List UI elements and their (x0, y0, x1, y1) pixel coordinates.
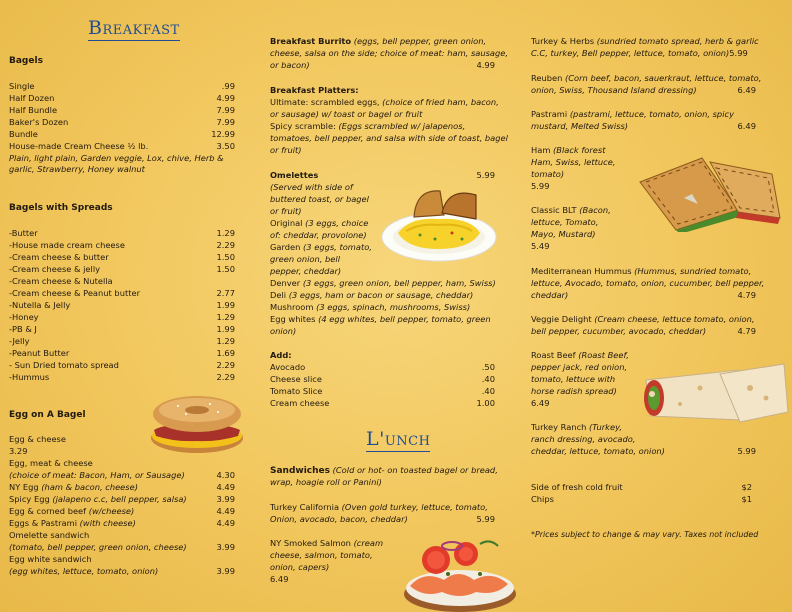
turkey-ranch-line1: Turkey Ranch (Turkey, (531, 422, 622, 432)
omelette-egg-whites-line1: Egg whites (4 egg whites, bell pepper, tomato, green (270, 314, 491, 324)
spread-item-price: 1.99 (216, 324, 235, 334)
side-item-name: Chips (531, 494, 554, 504)
egg-cheese-label: Egg & cheese (9, 434, 66, 444)
egg-corned-beef-label: Egg & corned beef (w/cheese) (9, 506, 135, 516)
roast-beef-line2: pepper jack, red onion, (531, 362, 628, 372)
spread-item-name: -Hummus (9, 372, 50, 382)
bagel-item-name: Baker's Dozen (9, 117, 69, 127)
blt-line1: Classic BLT (Bacon, (531, 205, 611, 215)
burrito-line3: or bacon) (270, 60, 310, 70)
spread-item-price: 2.29 (216, 360, 235, 370)
turkey-ranch-line2: ranch dressing, avocado, (531, 434, 636, 444)
omelette-garden-line2: green onion, bell (270, 254, 341, 264)
panini-sandwich-image (632, 152, 784, 232)
ny-salmon-line3: onion, capers) (270, 562, 330, 572)
add-item-name: Avocado (270, 362, 306, 372)
price-disclaimer: *Prices subject to change & may vary. Taxes not included (531, 530, 759, 539)
platters-heading: Breakfast Platters: (270, 85, 359, 95)
hummus-line3: cheddar) (531, 290, 569, 300)
spread-item-price: 2.29 (216, 372, 235, 382)
bagel-item-price: 3.50 (216, 141, 235, 151)
pastrami-line1: Pastrami (pastrami, lettuce, tomato, onion, spicy (531, 109, 734, 119)
veggie-line2: bell pepper, cucumber, avocado, cheddar) (531, 326, 707, 336)
bagel-flavors-line1: Plain, light plain, Garden veggie, Lox, chive, Herb & (9, 153, 224, 163)
wrap-sandwich-image (640, 358, 790, 438)
spread-item-name: -Cream cheese & Nutella (9, 276, 113, 286)
platters-spicy-line1: Spicy scramble: (Eggs scrambled w/ jalapenos, (270, 121, 466, 131)
eggs-pastrami-price: 4.49 (216, 518, 235, 528)
spread-item-name: -Cream cheese & Peanut butter (9, 288, 140, 298)
omelette-garden-line1: Garden (3 eggs, tomato, (270, 242, 372, 252)
add-item-price: .50 (481, 362, 495, 372)
omelette-deli: Deli (3 eggs, ham or bacon or sausage, cheddar) (270, 290, 474, 300)
omelette-sandwich-price: 3.99 (216, 542, 235, 552)
burrito-price: 4.99 (476, 60, 495, 70)
egg-cheese-price: 3.29 (9, 446, 28, 456)
side-item-name: Side of fresh cold fruit (531, 482, 623, 492)
ham-line2: Ham, Swiss, lettuce, (531, 157, 616, 167)
egg-white-sandwich-price: 3.99 (216, 566, 235, 576)
spread-item-price: 1.99 (216, 300, 235, 310)
omelette-sandwich-label: Omelette sandwich (9, 530, 90, 540)
blt-line3: Mayo, Mustard) (531, 229, 596, 239)
spread-item-name: -House made cream cheese (9, 240, 125, 250)
egg-bagel-heading: Egg on A Bagel (9, 410, 86, 420)
omelette-sandwich-desc: (tomato, bell pepper, green onion, cheese) (9, 542, 187, 552)
blt-line2: lettuce, Tomato, (531, 217, 599, 227)
ny-salmon-line2: cheese, salmon, tomato, (270, 550, 373, 560)
ham-line3: tomato) (531, 169, 565, 179)
omelettes-desc2: buttered toast, or bagel (270, 194, 369, 204)
veggie-line1: Veggie Delight (Cream cheese, lettuce tomato, onion, (531, 314, 755, 324)
spread-item-price: 1.29 (216, 228, 235, 238)
reuben-price: 6.49 (737, 85, 756, 95)
bagel-item-name: House-made Cream Cheese ½ lb. (9, 141, 149, 151)
side-item-price: $2 (741, 482, 752, 492)
turkey-herbs-line1: Turkey & Herbs (sundried tomato spread, herb & garlic (531, 36, 759, 46)
sandwiches-line1: Sandwiches (Cold or hot- on toasted bagel or bread, (270, 465, 498, 476)
bagel-item-name: Bundle (9, 129, 38, 139)
omelette-garden-line3: pepper, cheddar) (270, 266, 342, 276)
spread-item-name: -Butter (9, 228, 38, 238)
bagel-item-price: 4.99 (216, 93, 235, 103)
salmon-bagel-image (400, 530, 518, 612)
turkey-california-line1: Turkey California (Oven gold turkey, lettuce, tomato, (270, 502, 488, 512)
ham-price: 5.99 (531, 181, 550, 191)
bagels-heading: Bagels (9, 56, 43, 66)
omelettes-price: 5.99 (476, 170, 495, 180)
egg-bagel-sandwich-image (148, 392, 246, 456)
platters-ultimate-line1: Ultimate: scrambled eggs, (choice of fried ham, bacon, (270, 97, 499, 107)
ny-salmon-price: 6.49 (270, 574, 289, 584)
omelettes-desc3: or fruit) (270, 206, 302, 216)
bagel-item-name: Half Dozen (9, 93, 55, 103)
egg-meat-choice: (choice of meat: Bacon, Ham, or Sausage) (9, 470, 185, 480)
spread-item-name: -Cream cheese & butter (9, 252, 109, 262)
bagel-item-name: Single (9, 81, 35, 91)
egg-white-sandwich-desc: (egg whites, lettuce, tomato, onion) (9, 566, 159, 576)
roast-beef-line4: horse radish spread) (531, 386, 617, 396)
spread-item-price: 2.77 (216, 288, 235, 298)
spread-item-name: -Honey (9, 312, 39, 322)
omelette-egg-whites-line2: onion) (270, 326, 297, 336)
ham-line1: Ham (Black forest (531, 145, 606, 155)
spread-item-name: -Cream cheese & jelly (9, 264, 101, 274)
add-item-name: Cheese slice (270, 374, 322, 384)
spreads-heading: Bagels with Spreads (9, 203, 113, 213)
spread-item-name: - Sun Dried tomato spread (9, 360, 119, 370)
bagel-item-price: 7.99 (216, 117, 235, 127)
bagel-item-price: 12.99 (211, 129, 235, 139)
spread-item-price: 1.69 (216, 348, 235, 358)
roast-beef-price: 6.49 (531, 398, 550, 408)
platters-spicy-line2: tomatoes, bell pepper, and salsa with side of toast, bagel (270, 133, 508, 143)
omelettes-desc1: (Served with side of (270, 182, 353, 192)
turkey-ranch-line3: cheddar, lettuce, tomato, onion) (531, 446, 665, 456)
spicy-egg-price: 3.99 (216, 494, 235, 504)
add-item-price: 1.00 (476, 398, 495, 408)
omelette-denver: Denver (3 eggs, green onion, bell pepper, ham, Swiss) (270, 278, 496, 288)
spread-item-name: -Peanut Butter (9, 348, 70, 358)
hummus-line2: lettuce, Avocado, tomato, onion, cucumber, bell pepper, (531, 278, 765, 288)
spread-item-name: -PB & J (9, 324, 37, 334)
egg-white-sandwich-label: Egg white sandwich (9, 554, 92, 564)
platters-spicy-line3: or fruit) (270, 145, 302, 155)
breakfast-title: Breakfast (88, 17, 180, 39)
ny-egg-label: NY Egg (ham & bacon, cheese) (9, 482, 138, 492)
reuben-line1: Reuben (Corn beef, bacon, sauerkraut, lettuce, tomato, (531, 73, 762, 83)
add-item-name: Tomato Slice (270, 386, 323, 396)
spread-item-price: 1.50 (216, 252, 235, 262)
bagel-flavors-line2: garlic, Strawberry, Honey walnut (9, 164, 145, 174)
add-item-name: Cream cheese (270, 398, 330, 408)
bagel-item-name: Half Bundle (9, 105, 58, 115)
turkey-california-price: 5.99 (476, 514, 495, 524)
reuben-line2: onion, Swiss, Thousand Island dressing) (531, 85, 697, 95)
omelettes-heading: Omelettes (270, 170, 319, 180)
spread-item-price: 1.29 (216, 312, 235, 322)
egg-corned-beef-price: 4.49 (216, 506, 235, 516)
spread-item-price: 2.29 (216, 240, 235, 250)
burrito-line1: Breakfast Burrito (eggs, bell pepper, green onion, (270, 36, 487, 46)
spread-item-price: 1.29 (216, 336, 235, 346)
roast-beef-line1: Roast Beef (Roast Beef, (531, 350, 629, 360)
lunch-title: L'unch (366, 428, 431, 450)
platters-ultimate-line2: or sausage) w/ toast or bagel or fruit (270, 109, 423, 119)
egg-meat-cheese-label: Egg, meat & cheese (9, 458, 93, 468)
bagel-item-price: 7.99 (216, 105, 235, 115)
burrito-line2: cheese, salsa on the side; choice of meat: ham, sausage, (270, 48, 509, 58)
pastrami-price: 6.49 (737, 121, 756, 131)
blt-price: 5.49 (531, 241, 550, 251)
omelette-original-line2: of: cheddar, provolone) (270, 230, 367, 240)
hummus-line1: Mediterranean Hummus (Hummus, sundried tomato, (531, 266, 752, 276)
bagel-item-price: .99 (221, 81, 235, 91)
egg-meat-price: 4.30 (216, 470, 235, 480)
spread-item-name: -Jelly (9, 336, 30, 346)
ny-egg-price: 4.49 (216, 482, 235, 492)
roast-beef-line3: tomato, lettuce with (531, 374, 616, 384)
omelette-original-line1: Original (3 eggs, choice (270, 218, 369, 228)
turkey-california-line2: Onion, avocado, bacon, cheddar) (270, 514, 408, 524)
hummus-price: 4.79 (737, 290, 756, 300)
spread-item-price: 1.50 (216, 264, 235, 274)
side-item-price: $1 (741, 494, 752, 504)
eggs-pastrami-label: Eggs & Pastrami (with cheese) (9, 518, 136, 528)
add-item-price: .40 (481, 374, 495, 384)
turkey-ranch-price: 5.99 (737, 446, 756, 456)
add-item-price: .40 (481, 386, 495, 396)
omelette-plate-image (380, 183, 498, 263)
spread-item-name: -Nutella & Jelly (9, 300, 71, 310)
spicy-egg-label: Spicy Egg (jalapeno c.c, bell pepper, salsa) (9, 494, 187, 504)
add-heading: Add: (270, 350, 292, 360)
turkey-herbs-line2: C.C, turkey, Bell pepper, lettuce, tomato, onion)5.99 (531, 48, 748, 58)
sandwiches-line2: wrap, hoagie roll or Panini) (270, 477, 382, 487)
veggie-price: 4.79 (737, 326, 756, 336)
omelette-mushroom: Mushroom (3 eggs, spinach, mushrooms, Swiss) (270, 302, 471, 312)
pastrami-line2: mustard, Melted Swiss) (531, 121, 629, 131)
ny-salmon-line1: NY Smoked Salmon (cream (270, 538, 384, 548)
